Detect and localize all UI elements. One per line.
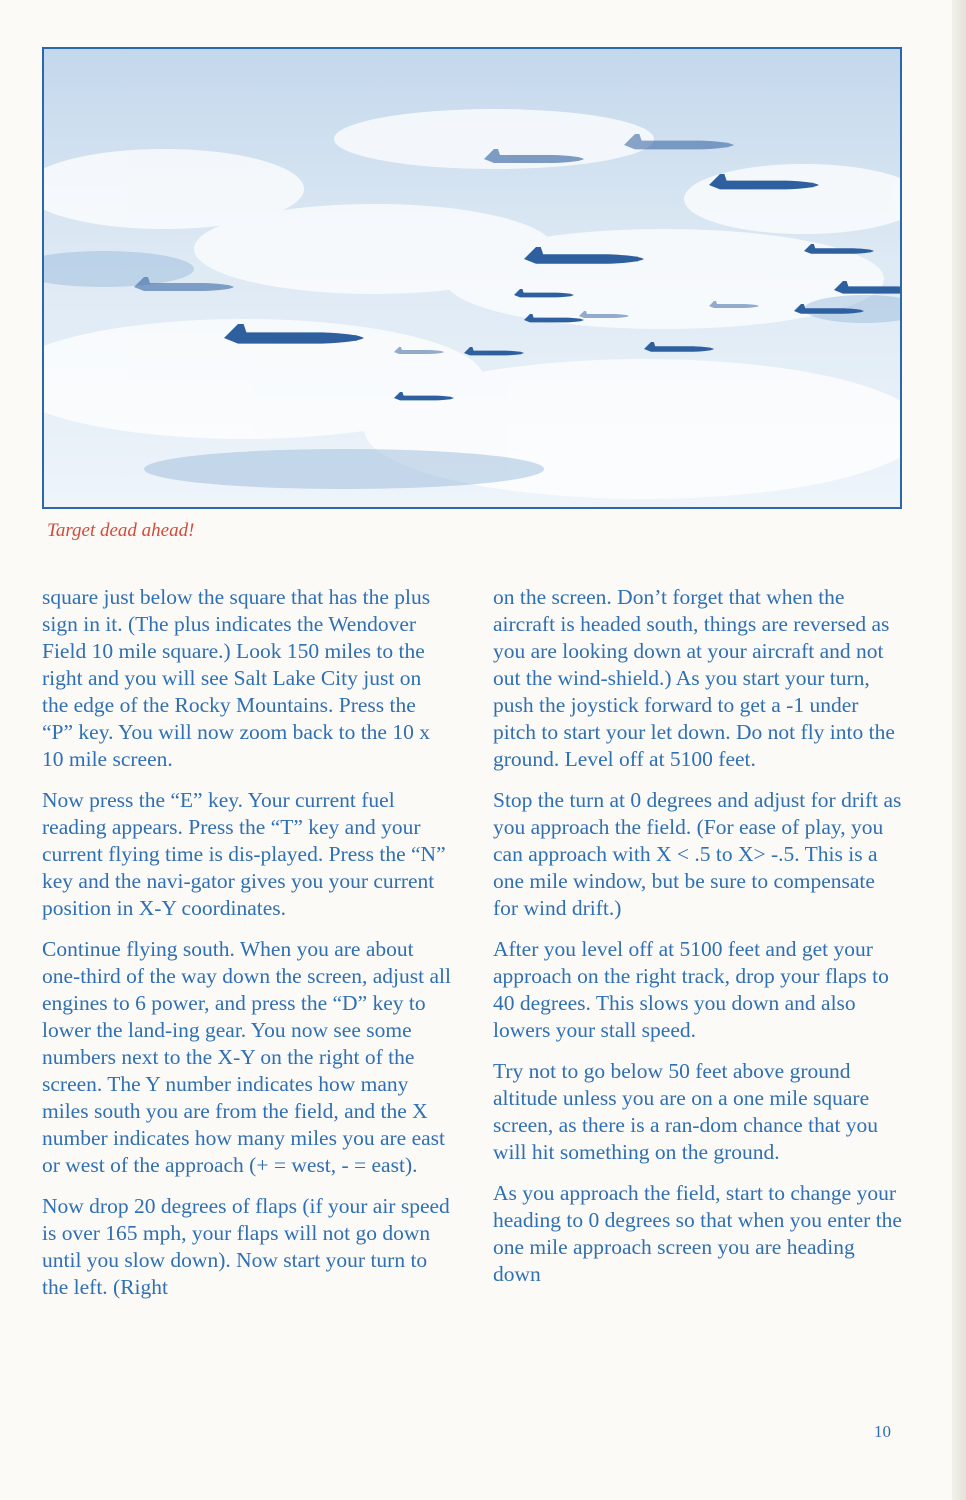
paragraph: Now drop 20 degrees of flaps (if your air speed is over 165 mph, your flaps will not go down until you slow down). Now start your turn to the left. (Right (42, 1194, 450, 1299)
left-text-column (42, 584, 452, 1315)
paragraph: Stop the turn at 0 degrees and adjust for drift as you approach the field. (For ease of play, you can approach with X < .5 to X> -.5. This is a one mile window, but be sure to compensate for wind drift.) (493, 788, 902, 920)
paragraph: Continue flying south. When you are about one-third of the way down the screen, adjust all engines to 6 power, and press the “D” key to lower the land-ing gear. You now see some numbers next to the X-Y on the right of the screen. The Y number indicates how many miles south you are from the field, and the X number indicates how many miles you are east or west of the approach (+ = west, - = east). (42, 937, 451, 1177)
paragraph: After you level off at 5100 feet and get your approach on the right track, drop your flaps to 40 degrees. This slows you down and also lowers your stall speed. (493, 937, 889, 1042)
paragraph: As you approach the field, start to change your heading to 0 degrees so that when you enter the one mile approach screen you are heading down (493, 1181, 902, 1286)
page-number: 10 (874, 1422, 891, 1441)
figure-caption: Target dead ahead! (47, 520, 195, 541)
paragraph: Try not to go below 50 feet above ground altitude unless you are on a one mile square screen, as there is a ran-dom chance that you will hit something on the ground. (493, 1059, 879, 1164)
paragraph: on the screen. Don’t forget that when the aircraft is headed south, things are reversed as you are looking down at your aircraft and not out the wind-shield.) As you start your turn, push the joystick forward to get a -1 under pitch to start your let down. Do not fly into the ground. Level off at 5100 feet. (493, 585, 895, 771)
paragraph: square just below the square that has the plus sign in it. (The plus indicates the Wendover Field 10 mile square.) Look 150 miles to the right and you will see Salt Lake City just on the edge of the Rocky Mountains. Press the “P” key. You will now zoom back to the 10 x 10 mile screen. (42, 585, 431, 771)
right-text-column (493, 584, 903, 1302)
paragraph: Now press the “E” key. Your current fuel reading appears. Press the “T” key and your current flying time is dis-played. Press the “N” key and the navi-gator gives you your current position in X-Y coordinates. (42, 788, 446, 920)
page-edge (952, 0, 966, 1500)
bomber-formation-photo (42, 47, 902, 509)
